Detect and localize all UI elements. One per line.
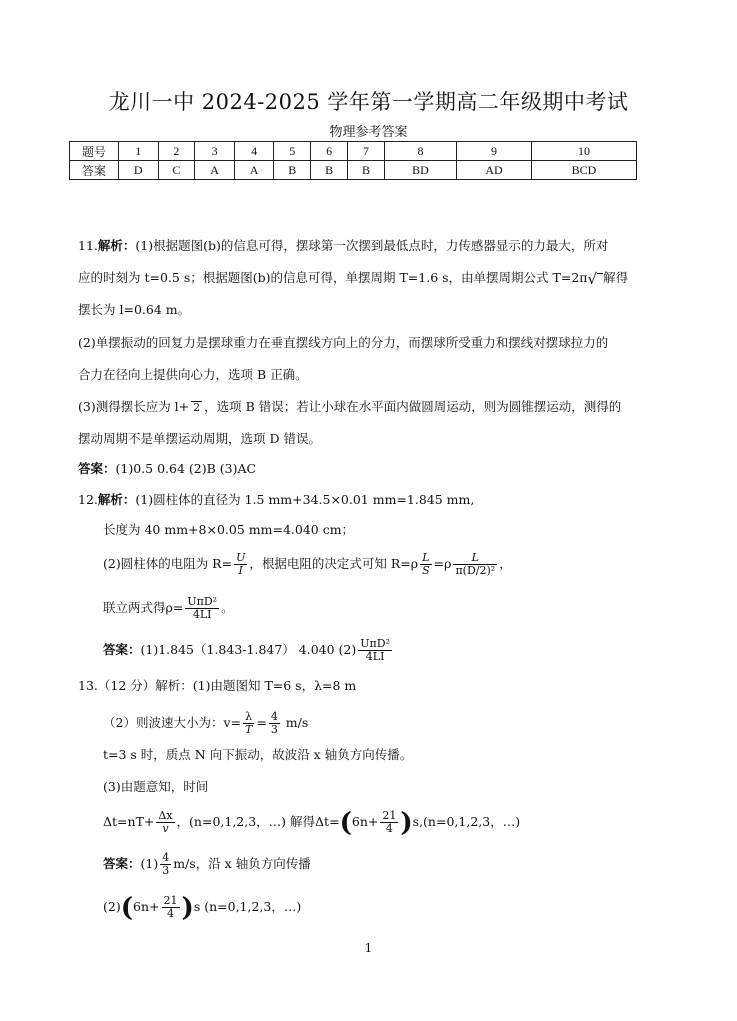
q12-answer [103,638,394,663]
answer-text: (1) [140,856,159,871]
table-cell: 5 [274,142,311,161]
q12-line-1 [78,491,474,509]
q11-text: ，选项 B 错误；若让小球在水平面内做圆周运动，则为圆锥摆运动，测得的 [204,399,622,414]
q13-line-2 [103,711,308,736]
fraction [162,895,180,920]
q12-line-4 [103,596,234,621]
q13-text: (3)由题意知，时间 [103,779,209,794]
fraction-numerator: UπD² [187,595,218,608]
table-cell: C [158,161,195,180]
q13-line-4 [103,778,208,796]
fraction-denominator: 3 [270,723,278,736]
fraction-denominator: 4 [167,907,175,920]
fraction-denominator: v [162,822,169,835]
fraction [358,638,392,663]
q11-text: (3)测得摆长应为 l+ [78,399,190,414]
fraction-numerator: 4 [270,710,278,723]
answer-text: (2) [103,899,121,914]
q11-text: 应的时刻为 t=0.5 s；根据题图(b)的信息可得，单摆周期 T=1.6 s，由单摆周期公式 T=2π [78,270,588,285]
q11-line-5 [78,366,308,384]
table-cell: B [348,161,385,180]
right-paren-icon: ) [181,892,194,923]
fraction [420,552,432,577]
q13-text: Δt=nT+ [103,814,155,829]
answer-label: 答案： [78,461,116,476]
table-cell: D [119,161,159,180]
q11-answer [78,460,256,478]
q11-number: 11. [78,238,98,253]
q12-text: 联立两式得ρ= [103,600,184,615]
table-cell: BD [384,161,456,180]
q11-line-3 [78,301,190,319]
fraction [269,711,280,736]
fraction [160,852,171,877]
table-header-cell: 答案 [70,161,119,180]
q12-text: (2)圆柱体的电阻为 R= [103,556,233,571]
q11-line-2 [78,269,628,288]
q13-text: s,(n=0,1,2,3，…) [412,814,521,829]
q11-line-1 [78,237,608,255]
q12-text: (1)圆柱体的直径为 1.5 mm+34.5×0.01 mm=1.845 mm, [135,492,475,507]
left-paren-icon: ( [120,892,134,923]
fraction-denominator: T [245,723,253,736]
q13-answer [103,852,311,877]
fraction-denominator: S [422,564,430,577]
fraction-numerator: λ [243,711,254,724]
fraction [191,401,202,414]
table-cell: A [234,161,274,180]
answer-text: (1)0.5 0.64 (2)B (3)AC [115,461,257,476]
q13-text: 6n+ [351,814,379,829]
fraction [453,552,497,577]
fraction-denominator: 3 [162,864,170,877]
left-paren-icon: ( [339,807,352,838]
fraction-numerator: 21 [382,809,397,822]
table-cell: 7 [348,142,385,161]
answer-text: s (n=0,1,2,3，…) [193,899,302,914]
table-cell: B [311,161,348,180]
sqrt-icon: √ [587,269,598,288]
table-cell: AD [457,161,532,180]
q13-line-5 [103,807,521,838]
answer-text: 6n+ [133,899,160,914]
q13-text: ，(n=0,1,2,3，…) 解得Δt= [176,814,340,829]
q13-text: m/s [281,715,309,730]
fraction [234,552,247,577]
fraction [185,596,219,621]
table-cell: 6 [311,142,348,161]
fraction-numerator: U [236,551,246,564]
fraction-numerator: L [420,552,432,565]
fraction-denominator: 4LI [365,650,385,663]
q13-text: （2）则波速大小为：v= [103,715,241,730]
q11-text: (1)根据题图(b)的信息可得，摆球第一次摆到最低点时，力传感器显示的力最大，所对 [135,238,609,253]
q12-text: 。 [221,600,234,615]
fraction-numerator: 21 [163,894,178,907]
q12-line-3 [103,552,512,577]
q11-text: 合力在径向上提供向心力，选项 B 正确。 [78,367,308,382]
fraction [243,711,254,736]
q12-line-2 [103,521,354,539]
table-row-answers [70,161,637,180]
page-number: 1 [364,941,373,955]
q11-line-6 [78,398,621,416]
answer-text: (1)1.845（1.843-1.847） 4.040 (2) [140,642,357,657]
table-cell: 4 [234,142,274,161]
table-header-cell: 题号 [70,142,119,161]
table-cell: B [274,161,311,180]
answer-table [69,141,637,180]
q11-line-7 [78,430,321,448]
q12-text: ，根据电阻的决定式可知 R=ρ [249,556,419,571]
q12-analysis-label: 解析： [97,492,136,507]
table-cell: 2 [158,142,195,161]
right-paren-icon: ) [400,807,413,838]
q13-line-1 [78,677,356,695]
q11-text: 摆动周期不是单摆运动周期，选项 D 错误。 [78,431,321,446]
page-title: 龙川一中 2024-2025 学年第一学期高二年级期中考试 [108,90,629,114]
q13-line-3 [103,746,412,764]
fraction-numerator: Δx [158,809,173,822]
q13-answer-2 [103,892,302,923]
q11-text: 摆长为 l=0.64 m。 [78,302,191,317]
q12-text: =ρ [433,556,452,571]
fraction-denominator: 2 [193,401,201,414]
answer-text: m/s，沿 x 轴负方向传播 [173,856,311,871]
q11-text: 解得 [603,270,629,285]
q13-text: (1)由题图知 T=6 s，λ=8 m [192,678,357,693]
q12-text: ， [499,556,512,571]
fraction [380,810,398,835]
answer-label: 答案： [103,642,141,657]
fraction-denominator: 4 [385,822,393,835]
table-cell: 3 [195,142,235,161]
fraction-numerator: 4 [162,851,170,864]
table-cell: A [195,161,235,180]
fraction [156,810,174,835]
q13-header: 13.（12 分）解析： [78,678,193,693]
answer-label: 答案： [103,856,141,871]
table-cell: 1 [119,142,159,161]
table-cell: BCD [532,161,637,180]
fraction-numerator: UπD² [360,637,390,650]
table-cell: 9 [457,142,532,161]
fraction-denominator: I [238,564,243,577]
q13-text: = [256,715,267,730]
table-cell: 10 [532,142,637,161]
q11-analysis-label: 解析： [97,238,136,253]
page-subtitle: 物理参考答案 [329,125,408,140]
fraction-numerator: L [453,552,497,565]
q11-line-4 [78,334,608,352]
q12-text: 长度为 40 mm+8×0.05 mm=4.040 cm； [103,522,355,537]
table-cell: 8 [384,142,456,161]
q12-number: 12. [78,492,98,507]
table-row-numbers [70,142,637,161]
fraction-denominator: 4LI [192,608,212,621]
q13-text: t=3 s 时，质点 N 向下振动，故波沿 x 轴负方向传播。 [103,747,413,762]
q11-text: (2)单摆振动的回复力是摆球重力在垂直摆线方向上的分力，而摆球所受重力和摆线对摆球拉力的 [78,335,609,350]
fraction-denominator: π(D/2)² [455,564,496,577]
